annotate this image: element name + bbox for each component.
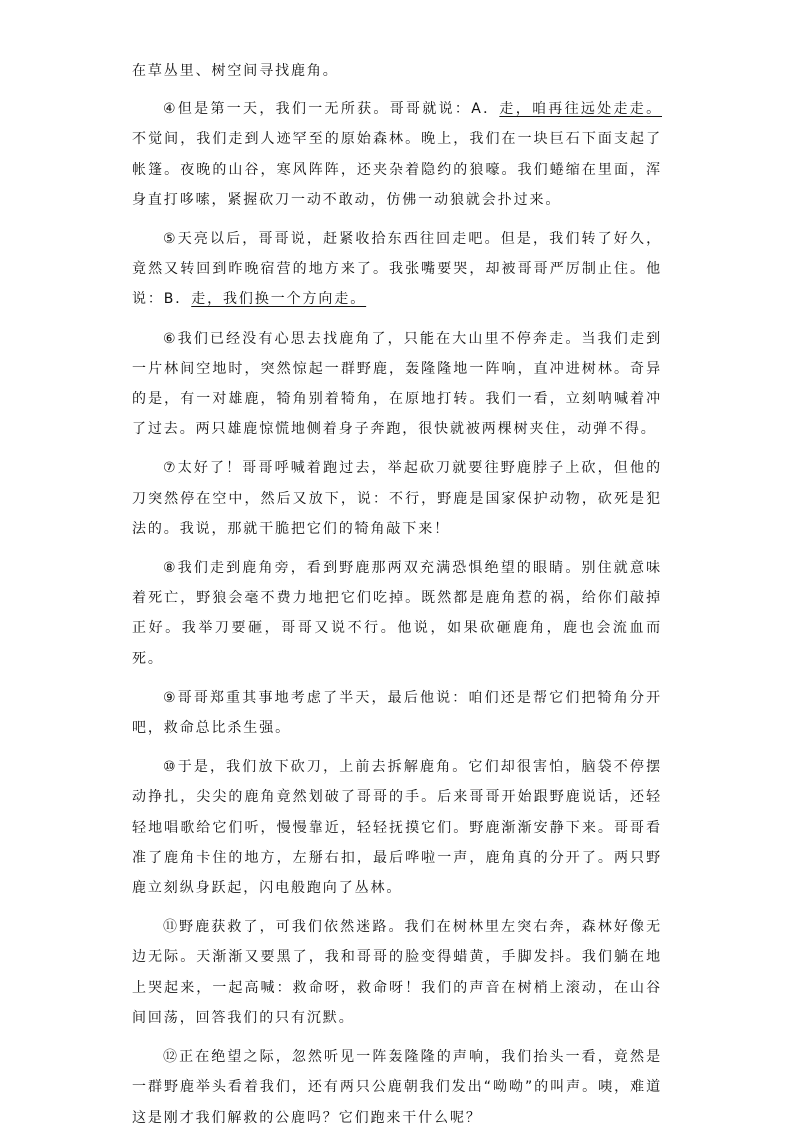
paragraph-5: [132, 224, 662, 315]
paragraph-11: ⑪野鹿获救了，可我们依然迷路。我们在树林里左突右奔，森林好像无边无际。天渐渐又要黑了，我和哥哥的脸变得蜡黄，手脚发抖。我们躺在地上哭起来，一起高喊：救命呀，救命呀！我们的声音在树梢上滚动，在山谷间回荡，回答我们的只有沉默。: [132, 919, 662, 1026]
paragraph-5-lead: ⑤天亮以后，哥哥说，赶紧收拾东西往回走吧。但是，我们转了好久，竟然又转回到昨晚宿营的地方来了。我张嘴要哭，却被哥哥严厉制止住。他说：B．: [132, 231, 662, 308]
paragraph-9: ⑨哥哥郑重其事地考虑了半天，最后他说：咱们还是帮它们把犄角分开吧，救命总比杀生强。: [132, 689, 662, 737]
paragraph-7: ⑦太好了！哥哥呼喊着跑过去，举起砍刀就要往野鹿脖子上砍，但他的刀突然停在空中，然后又放下，说：不行，野鹿是国家保护动物，砍死是犯法的。我说，那就干脆把它们的犄角敲下来！: [132, 460, 662, 537]
paragraph-continued: 在草丛里、树空间寻找鹿角。: [132, 63, 339, 79]
paragraph-10: ⑩于是，我们放下砍刀，上前去拆解鹿角。它们却很害怕，脑袋不停摆动挣扎，尖尖的鹿角竟然划破了哥哥的手。后来哥哥开始跟野鹿说话，还轻轻地唱歌给它们听，慢慢靠近，轻轻抚摸它们。野鹿渐渐安静下来。哥哥看准了鹿角卡住的地方，左掰右扣，最后哗啦一声，鹿角真的分开了。两只野鹿立刻纵身跃起，闪电般跑向了丛林。: [132, 759, 662, 897]
paragraph-12: ⑫正在绝望之际，忽然听见一阵轰隆隆的声响，我们抬头一看，竟然是一群野鹿举头看着我们，还有两只公鹿朝我们发出“呦呦”的叫声。咦，难道这是刚才我们解救的公鹿吗？它们跑来干什么呢？: [132, 1049, 662, 1126]
paragraph-4-rest: 不觉间，我们走到人迹罕至的原始森林。晚上，我们在一块巨石下面支起了帐篷。夜晚的山谷，寒风阵阵，还夹杂着隐约的狼嚎。我们蜷缩在里面，浑身直打哆嗦，紧握砍刀一动不敢动，仿佛一动狼就会扑过来。: [132, 131, 662, 208]
blank-b-underlined: 走，我们换一个方向走。: [191, 291, 367, 308]
document-page: [132, 56, 662, 1142]
blank-a-underlined: 走，咱再往远处走走。: [499, 101, 662, 118]
paragraph-8: ⑧我们走到鹿角旁，看到野鹿那两双充满恐惧绝望的眼睛。别住就意味着死亡，野狼会毫不费力地把它们吃掉。既然都是鹿角惹的祸，给你们敲掉正好。我举刀要砸，哥哥又说不行。他说，如果砍砸鹿角，鹿也会流血而死。: [132, 560, 662, 667]
paragraph-4: [132, 94, 662, 215]
paragraph-4-lead: ④但是第一天，我们一无所获。哥哥就说：A．: [163, 101, 500, 118]
paragraph-6: ⑥我们已经没有心思去找鹿角了，只能在大山里不停奔走。当我们走到一片林间空地时，突然惊起一群野鹿，轰隆隆地一阵响，直冲进树林。奇异的是，有一对雄鹿，犄角别着犄角，在原地打转。我们一看，立刻呐喊着冲了过去。两只雄鹿惊慌地侧着身子奔跑，很快就被两棵树夹住，动弹不得。: [132, 330, 662, 438]
